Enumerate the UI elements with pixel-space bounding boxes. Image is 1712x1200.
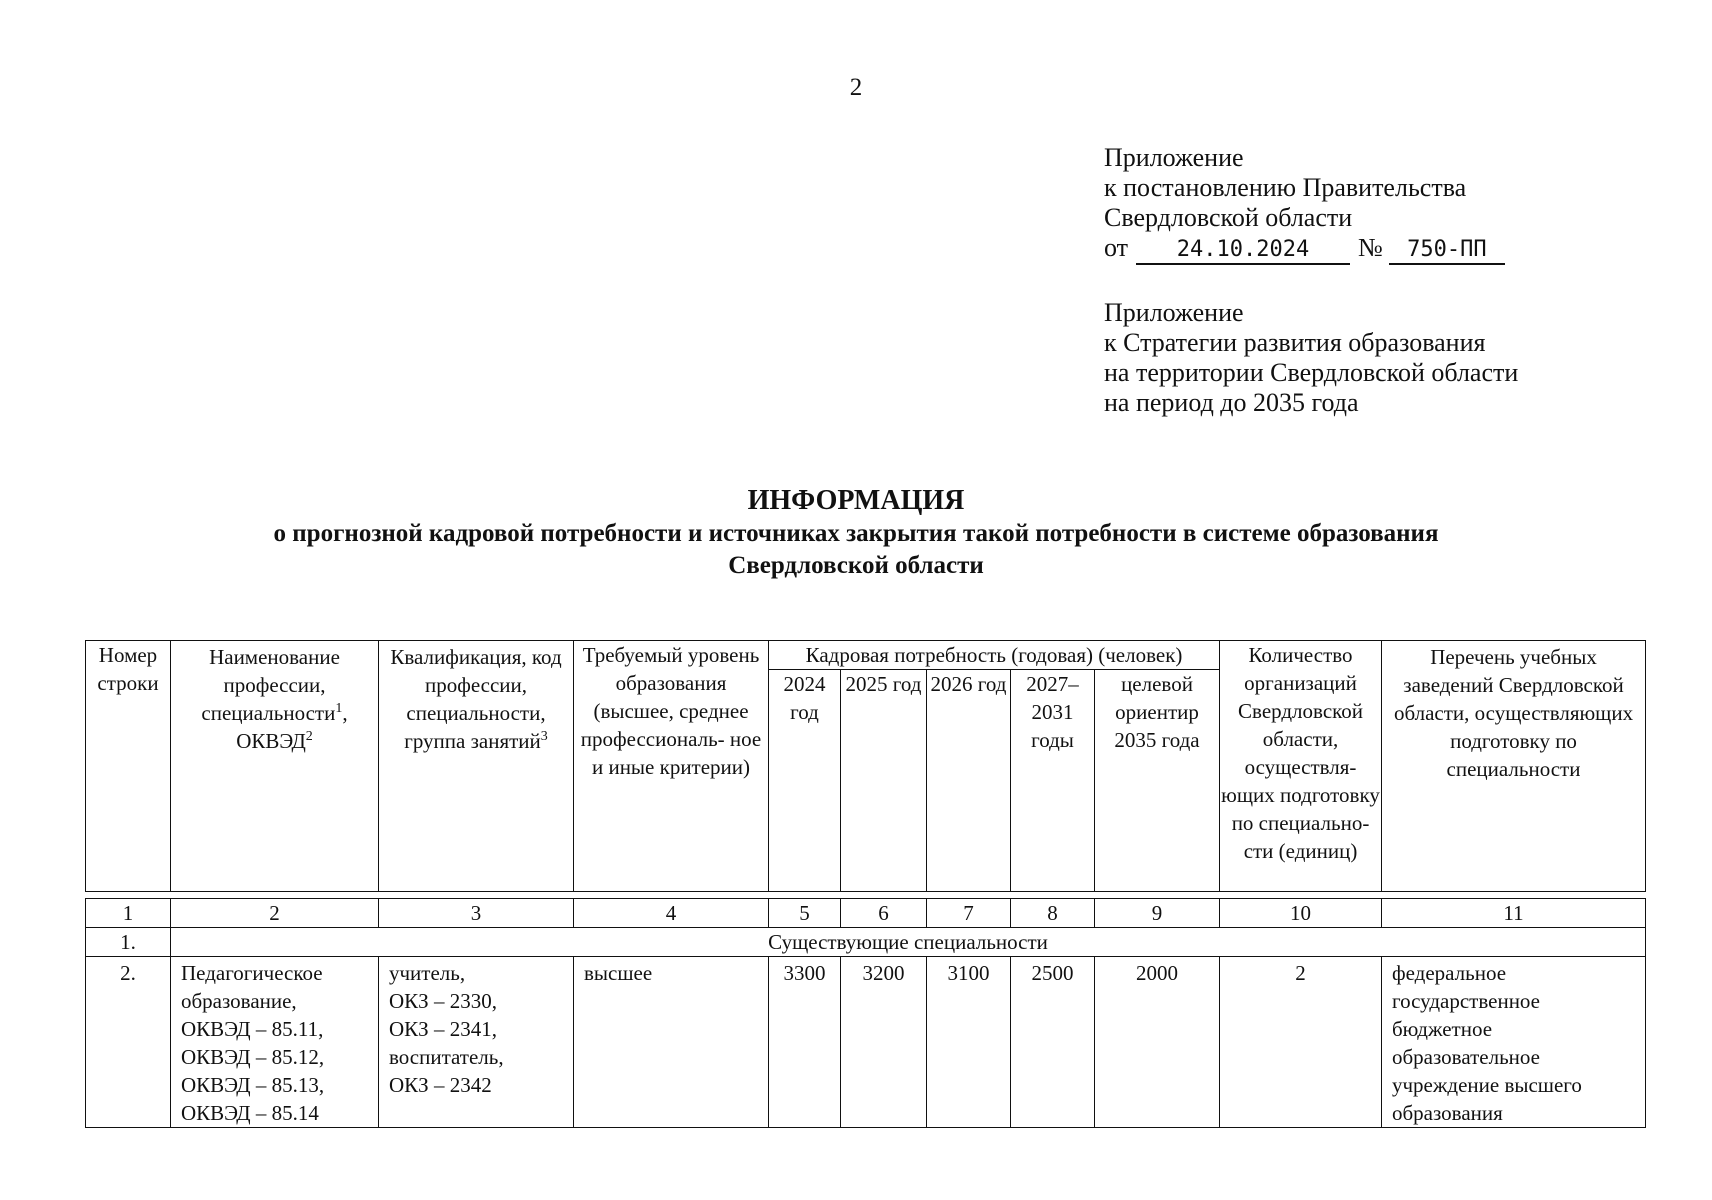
column-number: 9 xyxy=(1095,899,1220,928)
section-number: 1. xyxy=(86,928,171,957)
qualification-cell: учитель, ОКЗ – 2330, ОКЗ – 2341, воспитатель, ОКЗ – 2342 xyxy=(379,957,574,1128)
target-2035-cell: 2000 xyxy=(1095,957,1220,1128)
appendix-order-line: к постановлению Правительства xyxy=(1104,173,1467,202)
appendix-order-date-line xyxy=(1104,233,1505,265)
column-number: 8 xyxy=(1011,899,1095,928)
header-row-number: Номер строки xyxy=(86,641,171,892)
column-number: 2 xyxy=(171,899,379,928)
header-year-2025: 2025 год xyxy=(841,670,927,892)
profession-cell: Педагогическое образование, ОКВЭД – 85.11, ОКВЭД – 85.12, ОКВЭД – 85.13, ОКВЭД – 85.14 xyxy=(171,957,379,1128)
org-count-cell: 2 xyxy=(1220,957,1382,1128)
section-row xyxy=(86,928,1646,957)
appendix-order-line: Свердловской области xyxy=(1104,203,1353,232)
appendix-strategy-line: на территории Свердловской области xyxy=(1104,358,1519,387)
demand-2027-2031-cell: 2500 xyxy=(1011,957,1095,1128)
appendix-strategy-line: на период до 2035 года xyxy=(1104,388,1359,417)
page-number: 2 xyxy=(849,74,863,101)
demand-2026-cell: 3100 xyxy=(927,957,1011,1128)
header-target-2035: целевой ориентир 2035 года xyxy=(1095,670,1220,892)
appendix-order-line: Приложение xyxy=(1104,143,1244,172)
column-number: 1 xyxy=(86,899,171,928)
document-subtitle: о прогнозной кадровой потребности и источниках закрытия такой потребности в системе образования xyxy=(273,520,1439,547)
institutions-cell: федеральное государственное бюджетное образовательное учреждение высшего образования xyxy=(1382,957,1646,1128)
demand-2024-cell: 3300 xyxy=(769,957,841,1128)
header-institutions: Перечень учебных заведений Свердловской области, осуществляющих подготовку по специальности xyxy=(1382,641,1646,892)
column-number: 5 xyxy=(769,899,841,928)
column-number: 4 xyxy=(574,899,769,928)
column-number: 11 xyxy=(1382,899,1646,928)
section-title: Существующие специальности xyxy=(171,928,1646,957)
demand-2025-cell: 3200 xyxy=(841,957,927,1128)
order-number: 750-ПП xyxy=(1389,237,1505,265)
date-prefix: от xyxy=(1104,233,1129,262)
document-heading xyxy=(0,484,1712,582)
header-profession: Наименование профессии, специальности$^1$, ОКВЭД$^2$ xyxy=(171,641,379,892)
header-year-2026: 2026 год xyxy=(927,670,1011,892)
header-table xyxy=(85,640,1646,892)
education-level-cell: высшее xyxy=(574,957,769,1128)
header-year-2027-2031: 2027– 2031 годы xyxy=(1011,670,1095,892)
appendix-strategy-line: к Стратегии развития образования xyxy=(1104,328,1486,357)
column-number: 10 xyxy=(1220,899,1382,928)
column-number: 7 xyxy=(927,899,1011,928)
header-demand-group: Кадровая потребность (годовая) (человек) xyxy=(769,641,1220,670)
column-number: 6 xyxy=(841,899,927,928)
table-row xyxy=(86,957,1646,1128)
document-subtitle: Свердловской области xyxy=(728,552,984,579)
header-year-2024: 2024 год xyxy=(769,670,841,892)
header-org-count: Количество организаций Свердловской области, осуществля- ющих подготовку по специально- сти (единиц) xyxy=(1220,641,1382,892)
order-date: 24.10.2024 xyxy=(1136,237,1350,265)
number-sign: № xyxy=(1358,233,1383,262)
header-education-level: Требуемый уровень образования (высшее, среднее профессиональ- ное и иные критерии) xyxy=(574,641,769,892)
header-qualification: Квалификация, код профессии, специальности, группа занятий$^3$ xyxy=(379,641,574,892)
column-number: 3 xyxy=(379,899,574,928)
body-table xyxy=(85,898,1646,1128)
appendix-strategy-line: Приложение xyxy=(1104,298,1244,327)
row-number: 2. xyxy=(86,957,171,1128)
column-number-row xyxy=(86,899,1646,928)
document-title: ИНФОРМАЦИЯ xyxy=(747,485,965,516)
appendix-strategy-block xyxy=(1104,298,1518,418)
appendix-order-block xyxy=(1104,143,1505,265)
